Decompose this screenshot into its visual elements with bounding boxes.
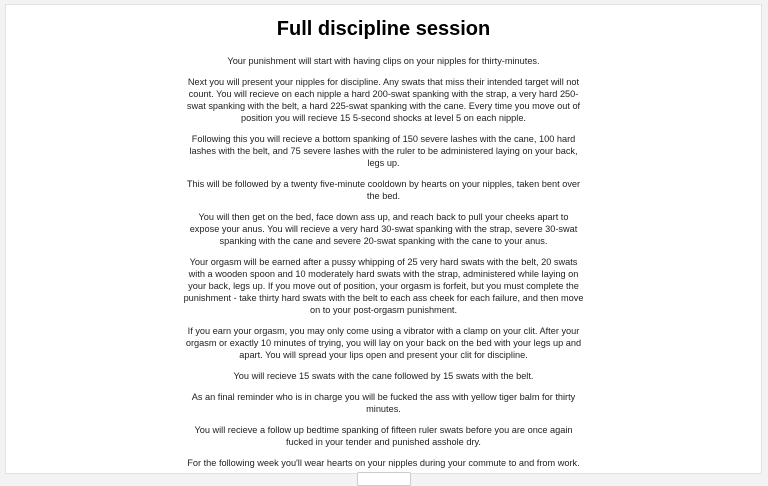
action-button[interactable] — [357, 472, 411, 486]
paragraph: You will recieve a follow up bedtime spanking of fifteen ruler swats before you are once again fucked in your tender and punished asshole dry. — [194, 425, 573, 447]
paragraph: If you earn your orgasm, you may only come using a vibrator with a clamp on your clit. After your orgasm or exactly 10 minutes of trying, you will lay on your back on the bed with your legs up and apart. You will spread your lips open and present your clit for discipline. — [185, 326, 582, 360]
paragraph: Your punishment will start with having clips on your nipples for thirty-minutes. — [227, 56, 540, 66]
paragraph: You will then get on the bed, face down ass up, and reach back to pull your cheeks apart to expose your anus. You will recieve a very hard 30-swat spanking with the strap, severe 30-swat spanking with the cane and severe 20-swat spanking with the cane to your anus. — [189, 212, 578, 246]
paragraph: As an final reminder who is in charge you will be fucked the ass with yellow tiger balm for thirty minutes. — [191, 392, 576, 414]
paragraph: Following this you will recieve a bottom spanking of 150 severe lashes with the cane, 100 hard lashes with the belt, and 75 severe lashes with the ruler to be administered laying on your back, legs up. — [189, 134, 578, 168]
paragraph: You will recieve 15 swats with the cane followed by 15 swats with the belt. — [233, 371, 534, 381]
paragraph: For the following week you'll wear hearts on your nipples during your commute to and from work. — [187, 458, 580, 468]
page-title: Full discipline session — [276, 18, 491, 40]
session-text — [6, 55, 761, 478]
paragraph: Your orgasm will be earned after a pussy whipping of 25 very hard swats with the belt, 20 swats with a wooden spoon and 10 moderately hard swats with the strap, administered while laying on your back, legs up. If you move out of position, your orgasm is forfeit, but you must complete the punishment - take thirty hard swats with the belt to each ass cheek for each failure, and then move on to your post-orgasm punishment. — [183, 257, 584, 315]
paragraph: This will be followed by a twenty five-minute cooldown by hearts on your nipples, taken bent over the bed. — [186, 179, 581, 201]
session-card — [5, 4, 762, 474]
paragraph: Next you will present your nipples for discipline. Any swats that miss their intended target will not count. You will recieve on each nipple a hard 200-swat spanking with the strap, a very hard 250-swat spanking with the belt, a hard 225-swat spanking with the cane. Every time you move out of position you will recieve 15 5-second shocks at level 5 on each nipple. — [186, 77, 581, 123]
